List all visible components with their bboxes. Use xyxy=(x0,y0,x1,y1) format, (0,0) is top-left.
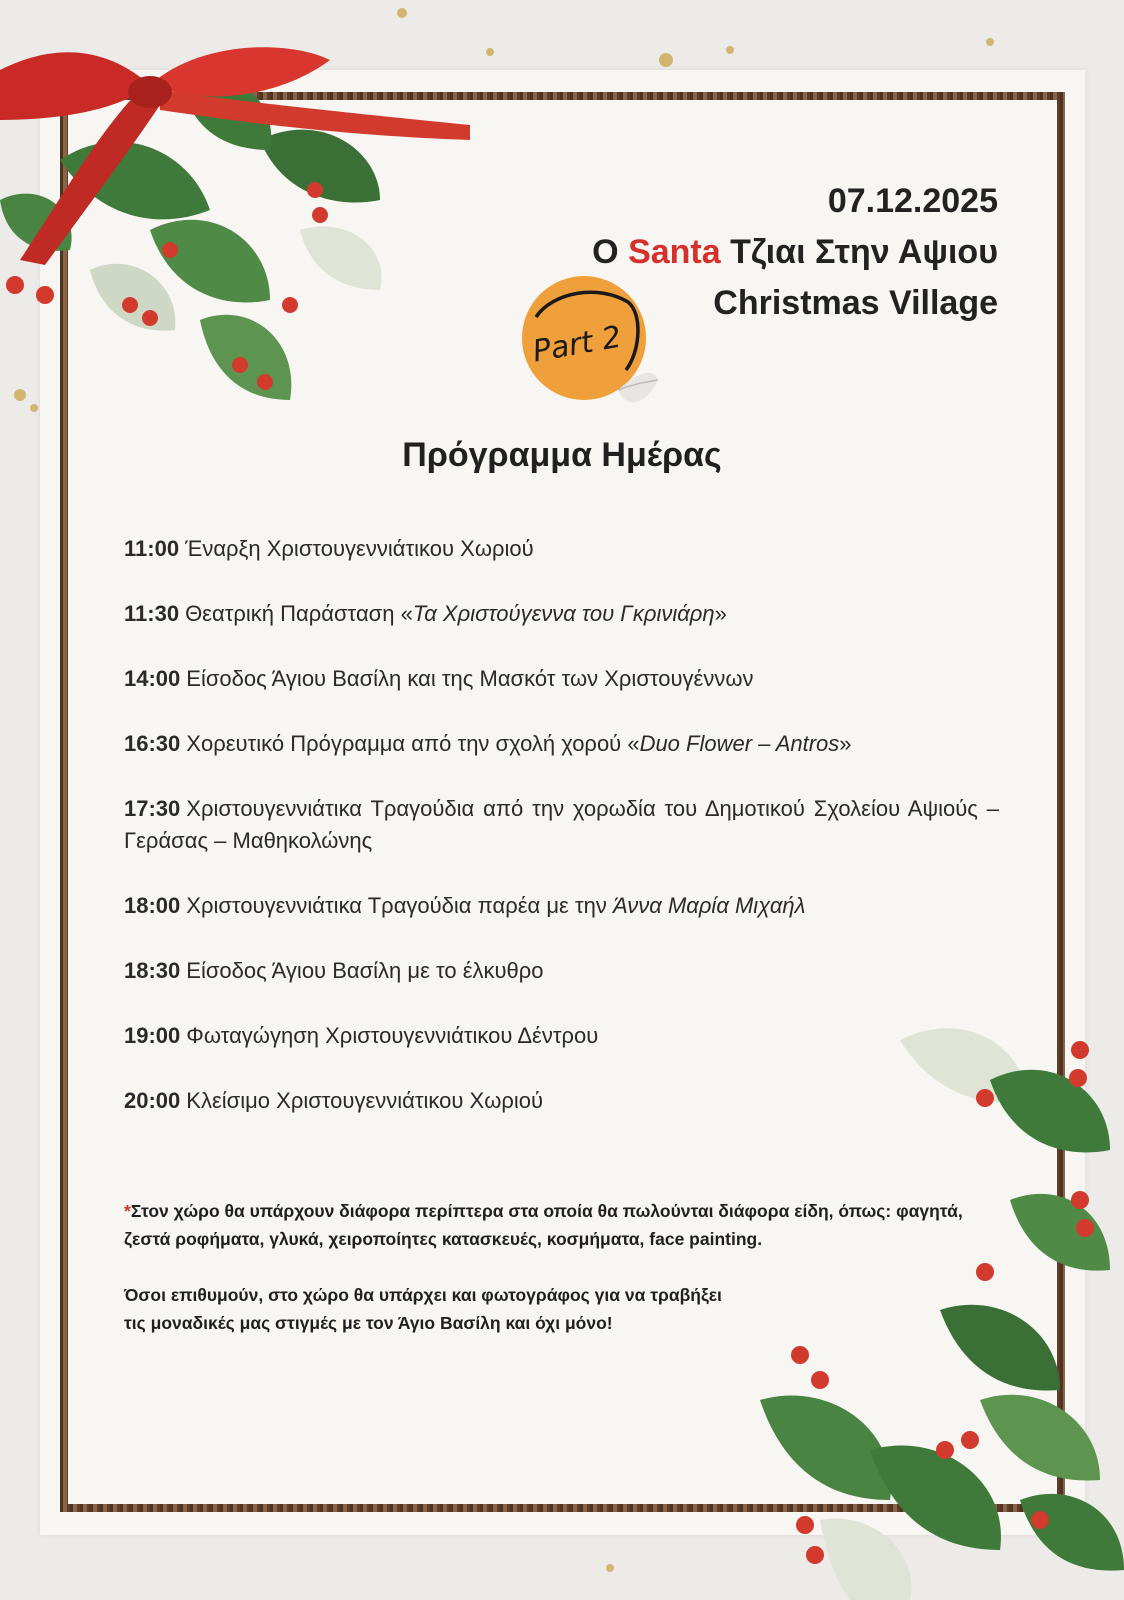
note-asterisk: * xyxy=(124,1201,131,1221)
schedule-item xyxy=(124,728,999,760)
event-subtitle: Christmas Village xyxy=(713,284,998,322)
schedule-list xyxy=(124,533,999,1150)
event-date: 07.12.2025 xyxy=(827,182,998,220)
title-santa: Santa xyxy=(628,233,721,271)
event-title xyxy=(592,227,998,278)
schedule-time: 11:00 xyxy=(124,536,180,561)
schedule-text: Έναρξη Χριστουγεννιάτικου Χωριού xyxy=(185,536,534,561)
program-title: Πρόγραμμα Ημέρας xyxy=(402,436,722,474)
schedule-item xyxy=(124,955,999,987)
schedule-italic: Τα Χριστούγεννα του Γκρινιάρη xyxy=(412,601,715,626)
schedule-item xyxy=(124,663,999,695)
schedule-text: Χριστουγεννιάτικα Τραγούδια παρέα με την xyxy=(186,893,614,918)
title-rest: Τζιαι Στην Αψιου xyxy=(730,233,998,271)
schedule-text: Θεατρική Παράσταση « xyxy=(185,601,413,626)
schedule-text: Χριστουγεννιάτικα Τραγούδια από την χορωδία του Δημοτικού Σχολείου Αψιούς – Γεράσας – Μαθηκολώνης xyxy=(124,796,999,853)
schedule-after: » xyxy=(839,731,852,756)
schedule-item xyxy=(124,1020,999,1052)
note-stalls-text: Στον χώρο θα υπάρχουν διάφορα περίπτερα στα οποία θα πωλούνται διάφορα είδη, όπως: φαγητά, ζεστά ροφήματα, γλυκά, χειροποίητες κατασκευές, κοσμήματα, face painting. xyxy=(124,1201,963,1249)
schedule-text: Είσοδος Άγιου Βασίλη με το έλκυθρο xyxy=(186,958,544,983)
schedule-text: Είσοδος Άγιου Βασίλη και της Μασκότ των Χριστουγέννων xyxy=(186,666,754,691)
schedule-item xyxy=(124,890,999,922)
schedule-time: 17:30 xyxy=(124,796,181,821)
schedule-item xyxy=(124,1085,999,1117)
schedule-italic: Duo Flower – Antros xyxy=(639,731,840,756)
schedule-item xyxy=(124,533,999,565)
title-prefix: Ο xyxy=(592,233,619,271)
note-stalls xyxy=(124,1197,984,1253)
schedule-time: 20:00 xyxy=(124,1088,181,1113)
badge-text: Part 2 xyxy=(530,319,625,370)
note-photographer: Όσοι επιθυμούν, στο χώρο θα υπάρχει και φωτογράφος για να τραβήξει τις μοναδικές μας στιγμές με τον Άγιο Βασίλη και όχι μόνο! xyxy=(124,1285,722,1333)
schedule-time: 11:30 xyxy=(124,601,180,626)
schedule-time: 18:00 xyxy=(124,893,181,918)
schedule-time: 14:00 xyxy=(124,666,181,691)
schedule-item xyxy=(124,793,999,857)
part-2-sticker-icon xyxy=(518,272,662,416)
schedule-italic: Άννα Μαρία Μιχαήλ xyxy=(613,893,806,918)
schedule-time: 19:00 xyxy=(124,1023,181,1048)
schedule-text: Κλείσιμο Χριστουγεννιάτικου Χωριού xyxy=(186,1088,544,1113)
schedule-time: 18:30 xyxy=(124,958,181,983)
schedule-after: » xyxy=(714,601,727,626)
schedule-time: 16:30 xyxy=(124,731,181,756)
schedule-text: Φωταγώγηση Χριστουγεννιάτικου Δέντρου xyxy=(186,1023,599,1048)
schedule-item xyxy=(124,598,999,630)
notes xyxy=(124,1197,984,1365)
schedule-text: Χορευτικό Πρόγραμμα από την σχολή χορού « xyxy=(186,731,640,756)
